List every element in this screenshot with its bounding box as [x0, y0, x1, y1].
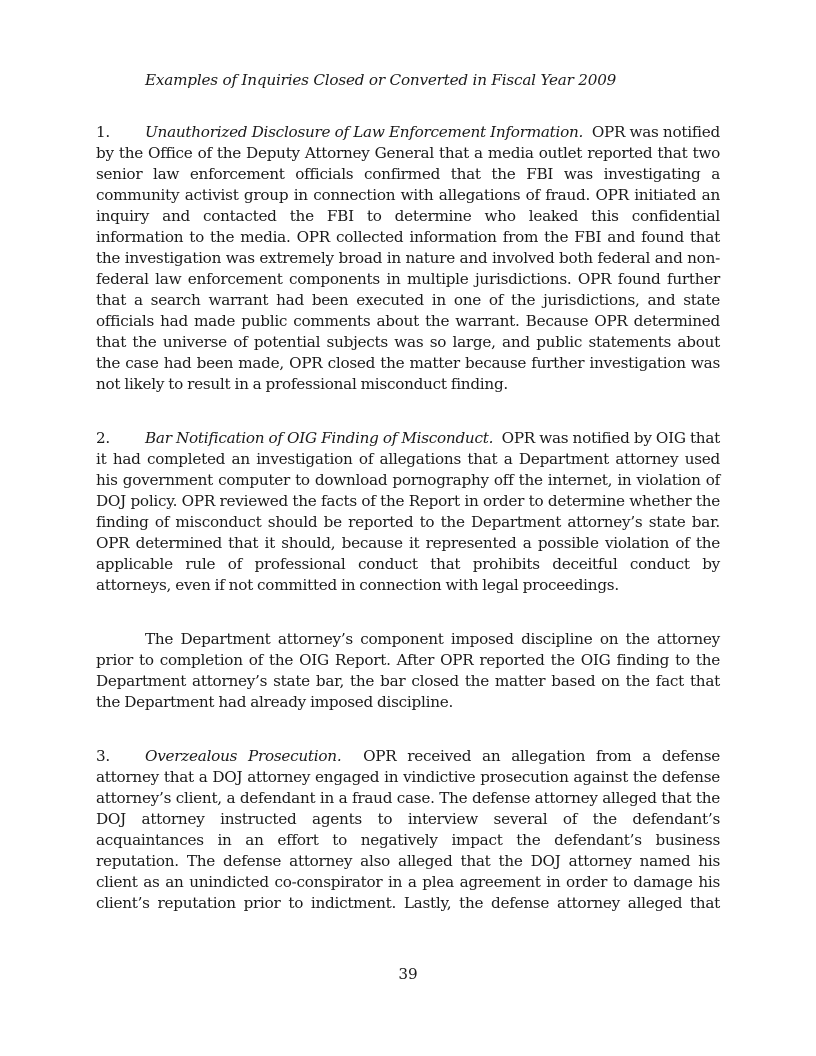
item-title: Bar Notification of OIG Finding of Misconduct. — [145, 429, 494, 447]
page-number: 39 — [398, 965, 418, 983]
item-number: 3. — [96, 747, 110, 765]
item-body: OPR received an allegation from a defense attorney that a DOJ attorney engaged in vindictive prosecution against the defense attorney’s client, a defendant in a fraud case. The defense attorney alleged that the DOJ attorney instructed agents to interview several of the defendant’s acquaintances in an effort to negatively impact the defendant’s business reputation. The defense attorney also alleged that the DOJ attorney named his client as an unindicted co-conspirator in a plea agreement in order to damage his client’s reputation prior to indictment. Lastly, the defense attorney alleged that — [96, 747, 720, 912]
inquiry-item-3 — [96, 746, 720, 914]
item-title: Unauthorized Disclosure of Law Enforcement Information. — [145, 123, 584, 141]
item-title: Overzealous Prosecution. — [145, 747, 342, 765]
item-number: 2. — [96, 429, 110, 447]
item-body: OPR was notified by the Office of the Deputy Attorney General that a media outlet reported that two senior law enforcement officials confirmed that the FBI was investigating a community activist group in connection with allegations of fraud. OPR initiated an inquiry and contacted the FBI to determine who leaked this confidential information to the media. OPR collected information from the FBI and found that the investigation was extremely broad in nature and involved both federal and non-federal law enforcement components in multiple jurisdictions. OPR found further that a search warrant had been executed in one of the jurisdictions, and state officials had made public comments about the warrant. Because OPR determined that the universe of potential subjects was so large, and public statements about the case had been made, OPR closed the matter because further investigation was not likely to result in a professional misconduct finding. — [96, 123, 721, 393]
inquiry-item-2-continuation: The Department attorney’s component imposed discipline on the attorney prior to completion of the OIG Report. After OPR reported the OIG finding to the Department attorney’s state bar, the bar closed the matter based on the fact that the Department had already imposed discipline. — [96, 630, 720, 711]
item-number: 1. — [96, 123, 110, 141]
section-heading: Examples of Inquiries Closed or Converted in Fiscal Year 2009 — [145, 71, 617, 89]
inquiry-item-1 — [96, 122, 720, 395]
item-body: OPR was notified by OIG that it had completed an investigation of allegations that a Department attorney used his government computer to download pornography off the internet, in violation of DOJ policy. OPR reviewed the facts of the Report in order to determine whether the finding of misconduct should be reported to the Department attorney’s state bar. OPR determined that it should, because it represented a possible violation of the applicable rule of professional conduct that prohibits deceitful conduct by attorneys, even if not committed in connection with legal proceedings. — [96, 429, 720, 594]
inquiry-item-2 — [96, 428, 720, 596]
document-page — [96, 70, 720, 947]
